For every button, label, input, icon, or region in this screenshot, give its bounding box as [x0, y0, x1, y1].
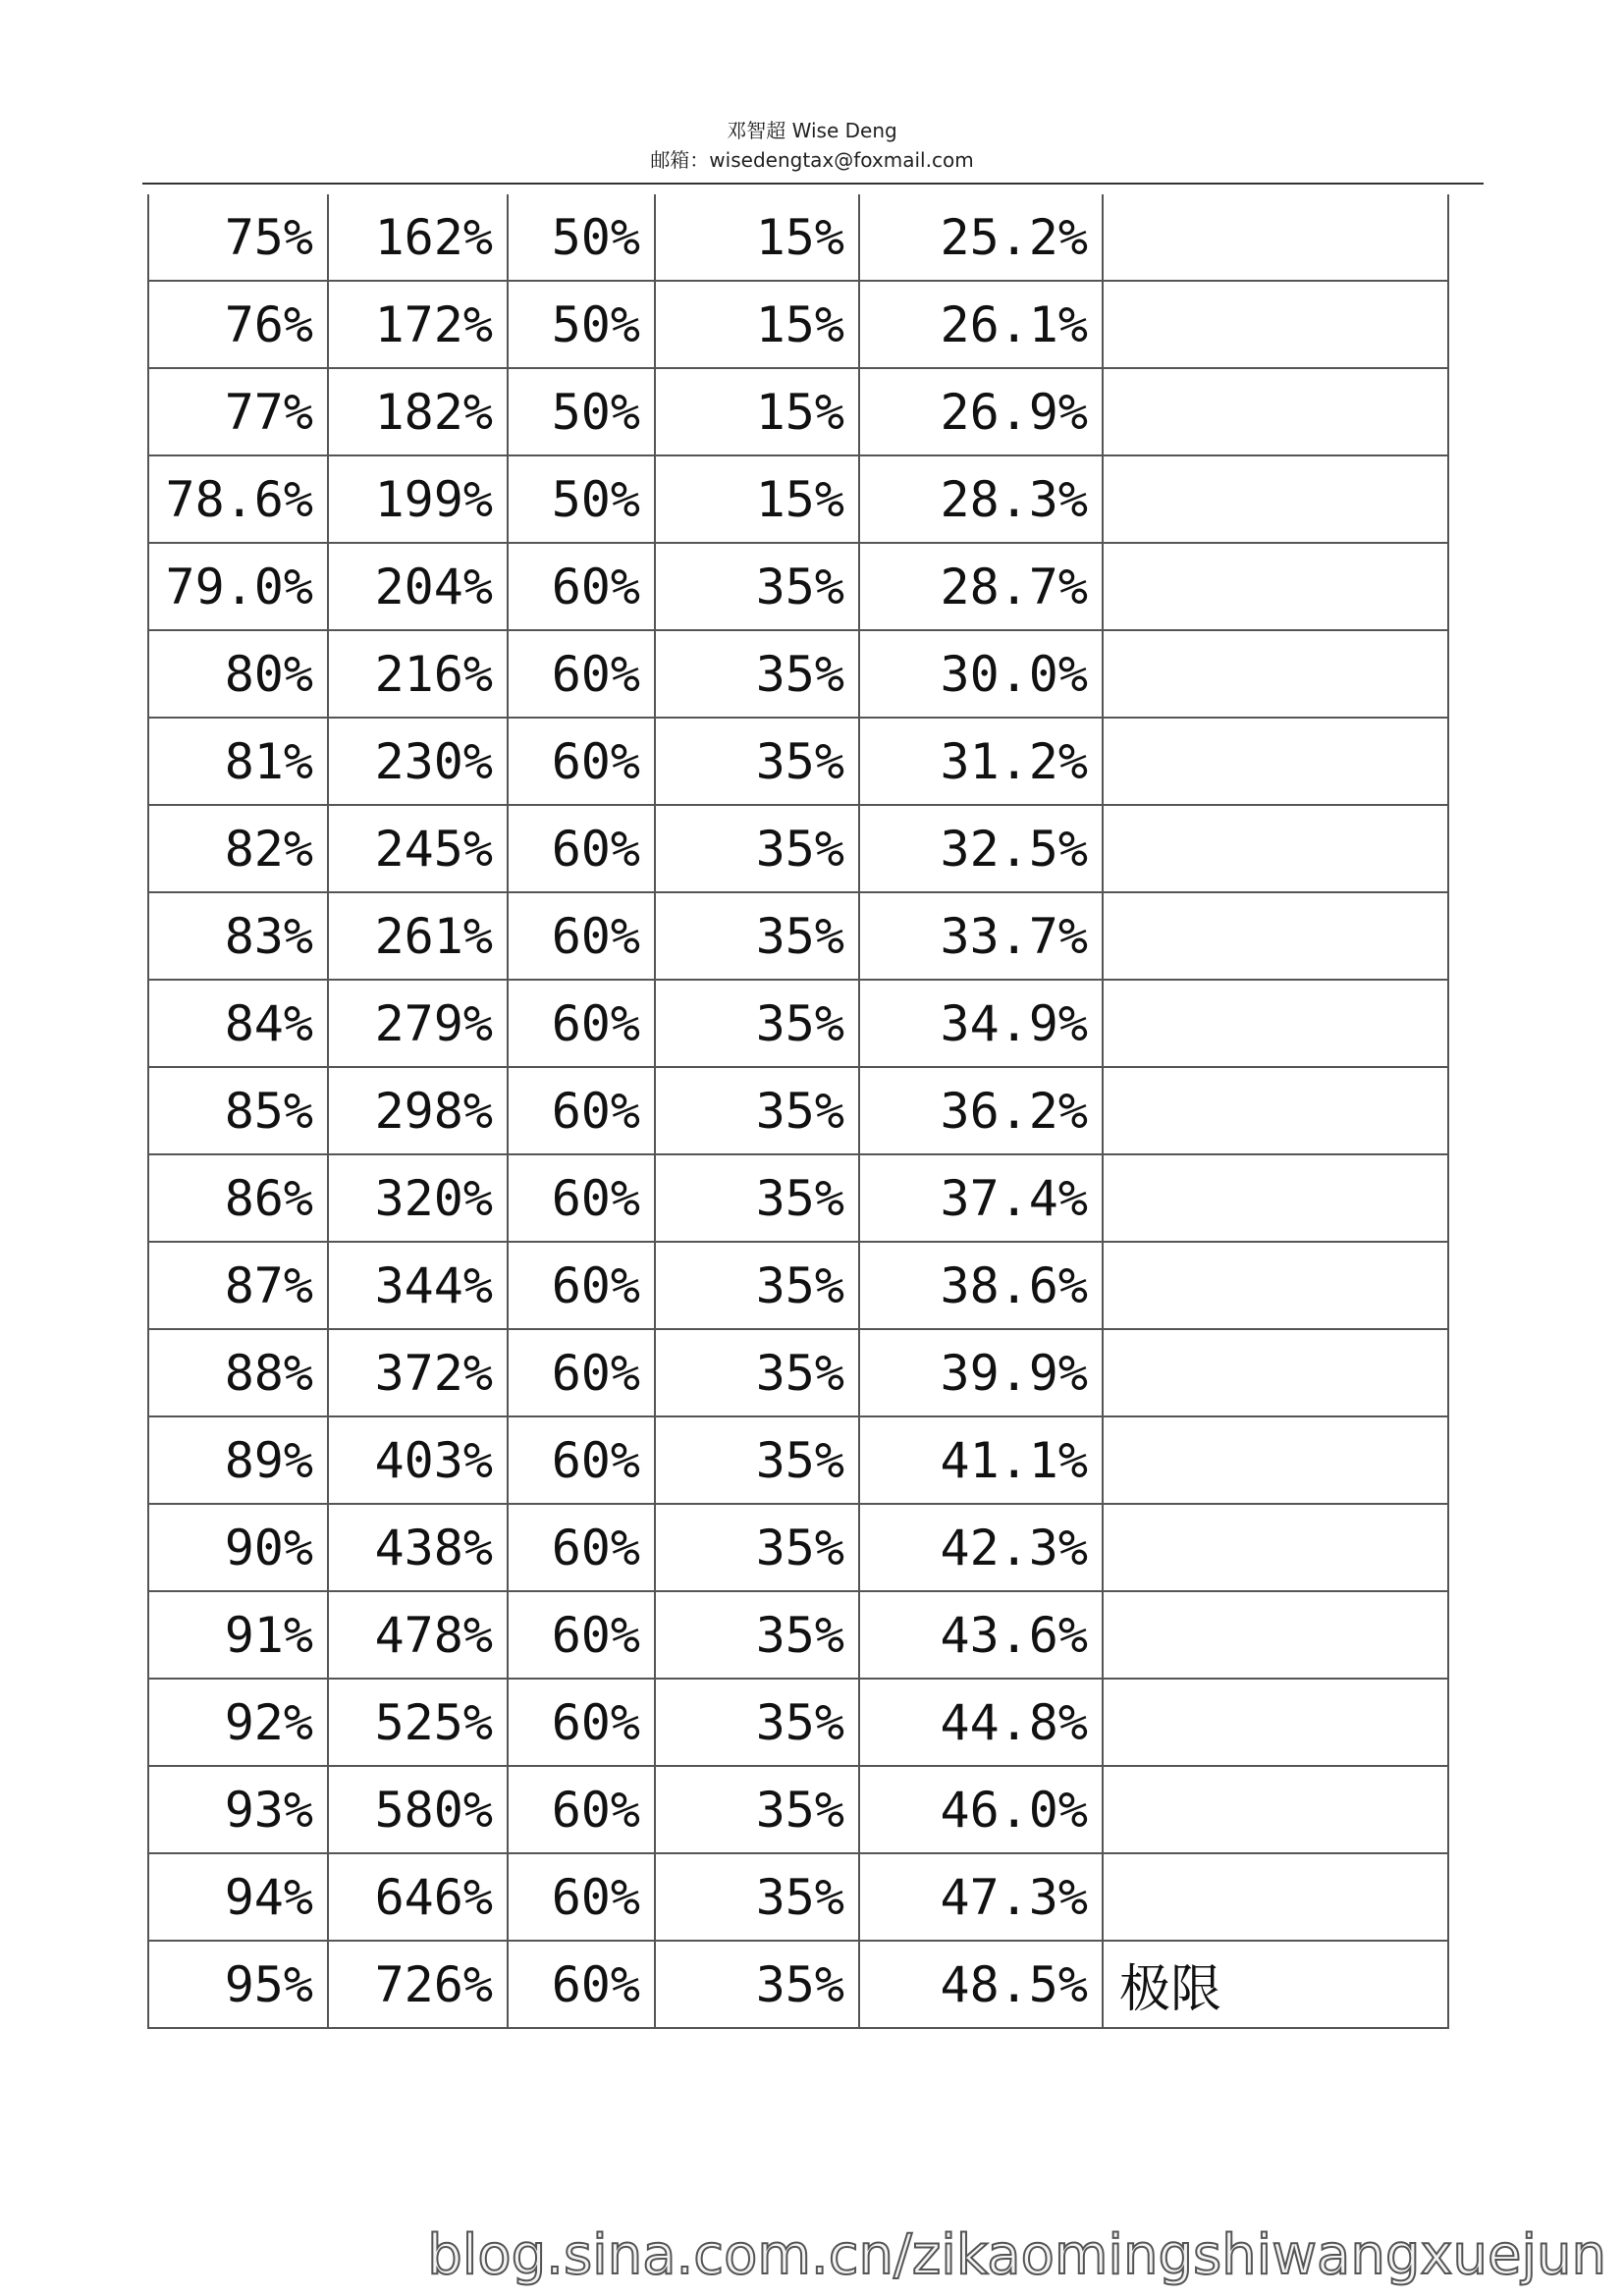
table-row	[148, 1766, 1448, 1853]
table-cell: 199%	[328, 455, 508, 543]
table-cell: 50%	[508, 455, 655, 543]
table-cell: 35%	[655, 805, 859, 892]
table-cell: 230%	[328, 718, 508, 805]
table-cell: 25.2%	[859, 194, 1103, 281]
table-cell: 36.2%	[859, 1067, 1103, 1154]
table-cell: 35%	[655, 1154, 859, 1242]
table-cell: 38.6%	[859, 1242, 1103, 1329]
table-cell: 580%	[328, 1766, 508, 1853]
table-cell: 60%	[508, 1154, 655, 1242]
table-cell: 60%	[508, 892, 655, 980]
table-cell: 94%	[148, 1853, 328, 1941]
table-cell: 35%	[655, 1416, 859, 1504]
table-cell: 41.1%	[859, 1416, 1103, 1504]
table-cell: 60%	[508, 1067, 655, 1154]
header-divider	[142, 183, 1484, 185]
note-cell	[1103, 281, 1448, 368]
table-cell: 216%	[328, 630, 508, 718]
email-line: 邮箱：wisedengtax@foxmail.com	[650, 148, 974, 172]
table-cell: 35%	[655, 1504, 859, 1591]
note-cell	[1103, 543, 1448, 630]
table-cell: 525%	[328, 1679, 508, 1766]
table-cell: 89%	[148, 1416, 328, 1504]
table-cell: 32.5%	[859, 805, 1103, 892]
table-cell: 86%	[148, 1154, 328, 1242]
table-cell: 90%	[148, 1504, 328, 1591]
table-cell: 60%	[508, 1504, 655, 1591]
note-cell	[1103, 1242, 1448, 1329]
table-cell: 15%	[655, 281, 859, 368]
table-cell: 47.3%	[859, 1853, 1103, 1941]
table-cell: 46.0%	[859, 1766, 1103, 1853]
table-cell: 320%	[328, 1154, 508, 1242]
table-row	[148, 1679, 1448, 1766]
note-cell	[1103, 1679, 1448, 1766]
table-cell: 39.9%	[859, 1329, 1103, 1416]
table-cell: 87%	[148, 1242, 328, 1329]
table-cell: 60%	[508, 1766, 655, 1853]
table-cell: 726%	[328, 1941, 508, 2028]
note-cell	[1103, 1329, 1448, 1416]
table-cell: 261%	[328, 892, 508, 980]
table-cell: 298%	[328, 1067, 508, 1154]
table-cell: 83%	[148, 892, 328, 980]
table-row	[148, 718, 1448, 805]
table-cell: 279%	[328, 980, 508, 1067]
table-row	[148, 1504, 1448, 1591]
table-row	[148, 1941, 1448, 2028]
table-body	[148, 194, 1448, 2028]
table-cell: 35%	[655, 1591, 859, 1679]
table-row	[148, 281, 1448, 368]
note-cell	[1103, 980, 1448, 1067]
table-cell: 35%	[655, 1242, 859, 1329]
note-cell	[1103, 1504, 1448, 1591]
table-cell: 92%	[148, 1679, 328, 1766]
note-cell	[1103, 630, 1448, 718]
note-cell	[1103, 368, 1448, 455]
note-cell: 极限	[1103, 1941, 1448, 2028]
table-cell: 50%	[508, 281, 655, 368]
note-cell	[1103, 1416, 1448, 1504]
note-cell	[1103, 1853, 1448, 1941]
table-cell: 33.7%	[859, 892, 1103, 980]
table-cell: 60%	[508, 1329, 655, 1416]
table-cell: 88%	[148, 1329, 328, 1416]
table-cell: 77%	[148, 368, 328, 455]
table-cell: 84%	[148, 980, 328, 1067]
table-row	[148, 1853, 1448, 1941]
table-cell: 15%	[655, 194, 859, 281]
note-cell	[1103, 1766, 1448, 1853]
table-cell: 60%	[508, 1591, 655, 1679]
table-cell: 60%	[508, 718, 655, 805]
note-cell	[1103, 718, 1448, 805]
table-cell: 60%	[508, 1416, 655, 1504]
table-cell: 60%	[508, 1941, 655, 2028]
table-cell: 478%	[328, 1591, 508, 1679]
table-cell: 35%	[655, 892, 859, 980]
table-cell: 60%	[508, 805, 655, 892]
table-cell: 646%	[328, 1853, 508, 1941]
page-header	[0, 116, 1624, 175]
table-row	[148, 455, 1448, 543]
data-table	[147, 194, 1449, 2029]
table-row	[148, 368, 1448, 455]
table-cell: 344%	[328, 1242, 508, 1329]
table-cell: 35%	[655, 980, 859, 1067]
table-cell: 48.5%	[859, 1941, 1103, 2028]
table-cell: 43.6%	[859, 1591, 1103, 1679]
table-row	[148, 980, 1448, 1067]
table-cell: 245%	[328, 805, 508, 892]
note-cell	[1103, 194, 1448, 281]
table-cell: 35%	[655, 1941, 859, 2028]
table-cell: 182%	[328, 368, 508, 455]
table-cell: 37.4%	[859, 1154, 1103, 1242]
table-cell: 50%	[508, 368, 655, 455]
table-cell: 172%	[328, 281, 508, 368]
table-cell: 79.0%	[148, 543, 328, 630]
table-cell: 403%	[328, 1416, 508, 1504]
table-row	[148, 194, 1448, 281]
table-cell: 204%	[328, 543, 508, 630]
note-cell	[1103, 1591, 1448, 1679]
table-row	[148, 1416, 1448, 1504]
table-cell: 35%	[655, 1853, 859, 1941]
note-cell	[1103, 1067, 1448, 1154]
table-row	[148, 1329, 1448, 1416]
author-line: 邓智超 Wise Deng	[727, 119, 897, 142]
table-row	[148, 1591, 1448, 1679]
table-cell: 93%	[148, 1766, 328, 1853]
table-cell: 82%	[148, 805, 328, 892]
note-cell	[1103, 892, 1448, 980]
table-cell: 162%	[328, 194, 508, 281]
table-cell: 78.6%	[148, 455, 328, 543]
table-cell: 438%	[328, 1504, 508, 1591]
table-cell: 60%	[508, 1679, 655, 1766]
table-cell: 26.1%	[859, 281, 1103, 368]
table-cell: 60%	[508, 630, 655, 718]
table-row	[148, 543, 1448, 630]
table-row	[148, 1242, 1448, 1329]
note-cell	[1103, 1154, 1448, 1242]
table-cell: 60%	[508, 543, 655, 630]
table-cell: 35%	[655, 1766, 859, 1853]
table-cell: 81%	[148, 718, 328, 805]
table-cell: 50%	[508, 194, 655, 281]
table-cell: 60%	[508, 980, 655, 1067]
table-cell: 28.3%	[859, 455, 1103, 543]
table-cell: 35%	[655, 1067, 859, 1154]
watermark-text: blog.sina.com.cn/zikaomingshiwangxuejun	[427, 2223, 1606, 2287]
table-cell: 15%	[655, 455, 859, 543]
table-cell: 31.2%	[859, 718, 1103, 805]
table-cell: 35%	[655, 543, 859, 630]
note-cell	[1103, 805, 1448, 892]
table-row	[148, 1067, 1448, 1154]
table-cell: 76%	[148, 281, 328, 368]
table-cell: 35%	[655, 630, 859, 718]
table-row	[148, 892, 1448, 980]
table-cell: 42.3%	[859, 1504, 1103, 1591]
table-cell: 85%	[148, 1067, 328, 1154]
table-cell: 60%	[508, 1853, 655, 1941]
table-cell: 35%	[655, 1679, 859, 1766]
table-cell: 35%	[655, 1329, 859, 1416]
table-cell: 28.7%	[859, 543, 1103, 630]
table-cell: 95%	[148, 1941, 328, 2028]
table-cell: 15%	[655, 368, 859, 455]
table-cell: 60%	[508, 1242, 655, 1329]
table-cell: 44.8%	[859, 1679, 1103, 1766]
table-cell: 75%	[148, 194, 328, 281]
table-cell: 34.9%	[859, 980, 1103, 1067]
note-cell	[1103, 455, 1448, 543]
table-cell: 80%	[148, 630, 328, 718]
table-row	[148, 630, 1448, 718]
table-cell: 30.0%	[859, 630, 1103, 718]
table-row	[148, 1154, 1448, 1242]
table-row	[148, 805, 1448, 892]
table-cell: 91%	[148, 1591, 328, 1679]
table-cell: 35%	[655, 718, 859, 805]
table-cell: 26.9%	[859, 368, 1103, 455]
table-cell: 372%	[328, 1329, 508, 1416]
